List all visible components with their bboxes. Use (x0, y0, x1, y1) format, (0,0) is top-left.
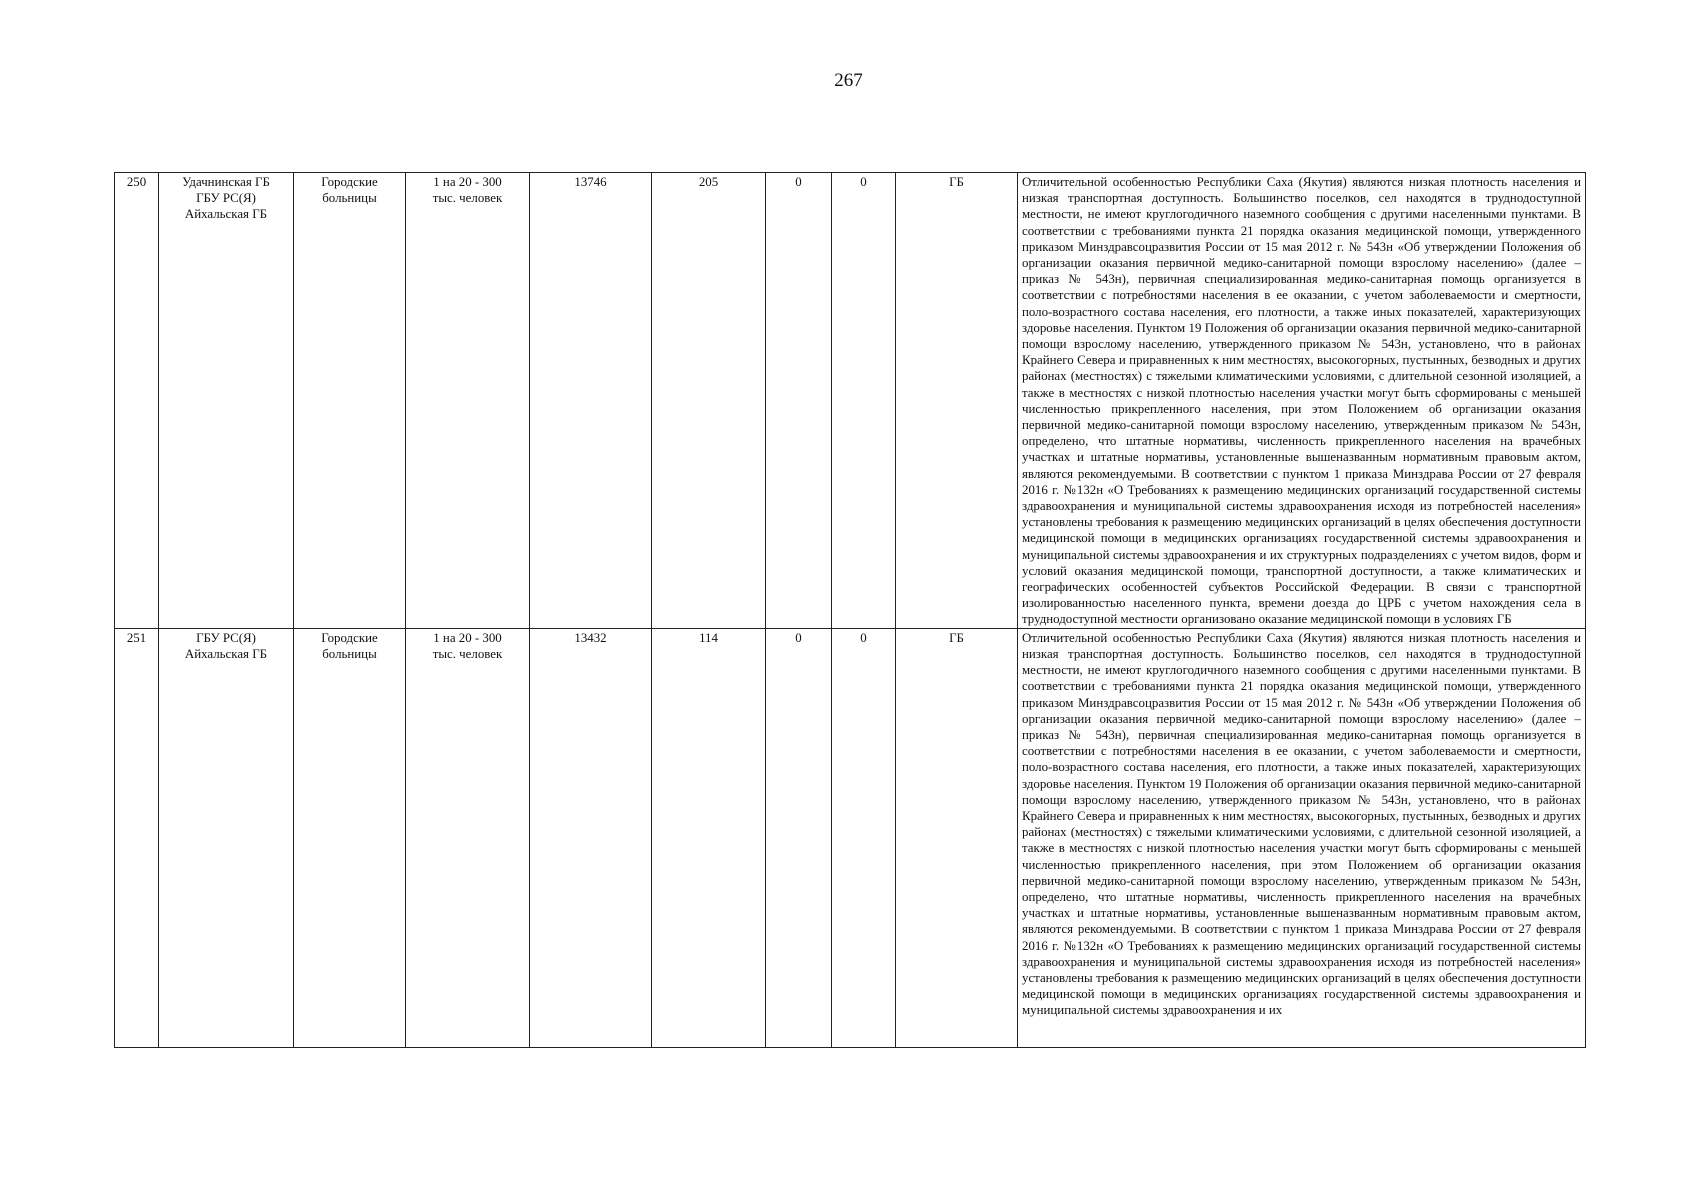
population-norm (406, 628, 530, 1047)
population-norm-line: 1 на 20 - 300 (433, 175, 502, 189)
facility-type-line: Городские (321, 630, 378, 645)
facility-type-line: Городские (321, 175, 378, 189)
population-norm (406, 173, 530, 629)
facility-type-line: больницы (322, 191, 377, 206)
facility-name-line: ГБУ РС(Я) (196, 630, 256, 645)
facility-type-line: больницы (322, 646, 377, 661)
facility-type (294, 628, 406, 1047)
value-1: 13432 (530, 628, 652, 1047)
category: ГБ (896, 628, 1018, 1047)
population-norm-line: тыс. человек (432, 191, 503, 206)
value-4: 0 (832, 628, 896, 1047)
facility-name (159, 173, 294, 629)
table-row (115, 173, 1586, 629)
value-2: 114 (652, 628, 766, 1047)
row-number: 250 (115, 173, 159, 629)
facility-name-line: Удачнинская ГБ (182, 175, 270, 189)
value-2: 205 (652, 173, 766, 629)
population-norm-line: тыс. человек (432, 646, 503, 661)
row-number: 251 (115, 628, 159, 1047)
facility-name-line: Айхальская ГБ (184, 207, 268, 222)
facility-type (294, 173, 406, 629)
value-3: 0 (766, 628, 832, 1047)
value-1: 13746 (530, 173, 652, 629)
justification-text: Отличительной особенностью Республики Саха (Якутия) являются низкая плотность населения и низкая транспортная доступность. Большинство поселков, сел находятся в труднодоступной местности, не имеют круглогодичного наземного сообщения с другими населенными пунктами. В соответствии с требованиями пункта 21 порядка оказания медицинской помощи, утвержденного приказом Минздравсоцразвития России от 15 мая 2012 г. № 543н «Об утверждении Положения об организации оказания первичной медико-санитарной помощи взрослому населению» (далее – приказ № 543н), первичная специализированная медико-санитарная помощь организуется в соответствии с потребностями населения в ее оказании, с учетом заболеваемости и смертности, поло-возрастного состава населения, его плотности, а также иных показателей, характеризующих здоровье населения. Пунктом 19 Положения об организации оказания первичной медико-санитарной помощи взрослому населению, утвержденного приказом № 543н, установлено, что в районах Крайнего Севера и приравненных к ним местностях, высокогорных, пустынных, безводных и других районах (местностях) с тяжелыми климатическими условиями, с длительной сезонной изоляцией, а также в местностях с низкой плотностью населения участки могут быть сформированы с меньшей численностью прикрепленного населения, при этом Положением об организации оказания первичной медико-санитарной помощи взрослому населению, утвержденным приказом № 543н, определено, что штатные нормативы, численность прикрепленного населения на врачебных участках и штатные нормативы, установленные вышеназванным нормативным правовым актом, являются рекомендуемыми. В соответствии с пунктом 1 приказа Минздрава России от 27 февраля 2016 г. №132н «О Требованиях к размещению медицинских организаций государственной системы здравоохранения и муниципальной системы здравоохранения исходя из потребностей населения» установлены требования к размещению медицинских организаций в целях обеспечения доступности медицинской помощи в медицинских организациях государственной системы здравоохранения и муниципальной системы здравоохранения и их (1022, 630, 1581, 1018)
value-4: 0 (832, 173, 896, 629)
page-number: 267 (834, 70, 863, 91)
facility-name-line: Айхальская ГБ (184, 646, 268, 661)
facility-name (159, 628, 294, 1047)
justification-text: Отличительной особенностью Республики Саха (Якутия) являются низкая плотность населения и низкая транспортная доступность. Большинство поселков, сел находятся в труднодоступной местности, не имеют круглогодичного наземного сообщения с другими населенными пунктами. В соответствии с требованиями пункта 21 порядка оказания медицинской помощи, утвержденного приказом Минздравсоцразвития России от 15 мая 2012 г. № 543н «Об утверждении Положения об организации оказания первичной медико-санитарной помощи взрослому населению» (далее – приказ № 543н), первичная специализированная медико-санитарная помощь организуется в соответствии с потребностями населения в ее оказании, с учетом заболеваемости и смертности, поло-возрастного состава населения, его плотности, а также иных показателей, характеризующих здоровье населения. Пунктом 19 Положения об организации оказания первичной медико-санитарной помощи взрослому населению, утвержденного приказом № 543н, установлено, что в районах Крайнего Севера и приравненных к ним местностях, высокогорных, пустынных, безводных и других районах (местностях) с тяжелыми климатическими условиями, с длительной сезонной изоляцией, а также в местностях с низкой плотностью населения участки могут быть сформированы с меньшей численностью прикрепленного населения, при этом Положением об организации оказания первичной медико-санитарной помощи взрослому населению, утвержденным приказом № 543н, определено, что штатные нормативы, численность прикрепленного населения на врачебных участках и штатные нормативы, установленные вышеназванным нормативным правовым актом, являются рекомендуемыми. В соответствии с пунктом 1 приказа Минздрава России от 27 февраля 2016 г. №132н «О Требованиях к размещению медицинских организаций государственной системы здравоохранения и муниципальной системы здравоохранения исходя из потребностей населения» установлены требования к размещению медицинских организаций в целях обеспечения доступности медицинской помощи в медицинских организациях государственной системы здравоохранения и муниципальной системы здравоохранения и их структурных подразделениях с учетом видов, форм и условий оказания медицинской помощи, транспортной доступности, а также климатических и географических особенностей субъектов Российской Федерации. В связи с транспортной изолированностью населенного пункта, времени доезда до ЦРБ с учетом нахождения села в труднодоступной местности организовано оказание медицинской помощи в условиях ГБ (1018, 173, 1586, 629)
value-3: 0 (766, 173, 832, 629)
population-norm-line: 1 на 20 - 300 (433, 630, 502, 645)
table-row (115, 628, 1586, 1047)
category: ГБ (896, 173, 1018, 629)
justification-cell (1018, 628, 1586, 1047)
hospital-registry-table (114, 172, 1586, 1048)
facility-name-line: ГБУ РС(Я) (196, 191, 256, 206)
